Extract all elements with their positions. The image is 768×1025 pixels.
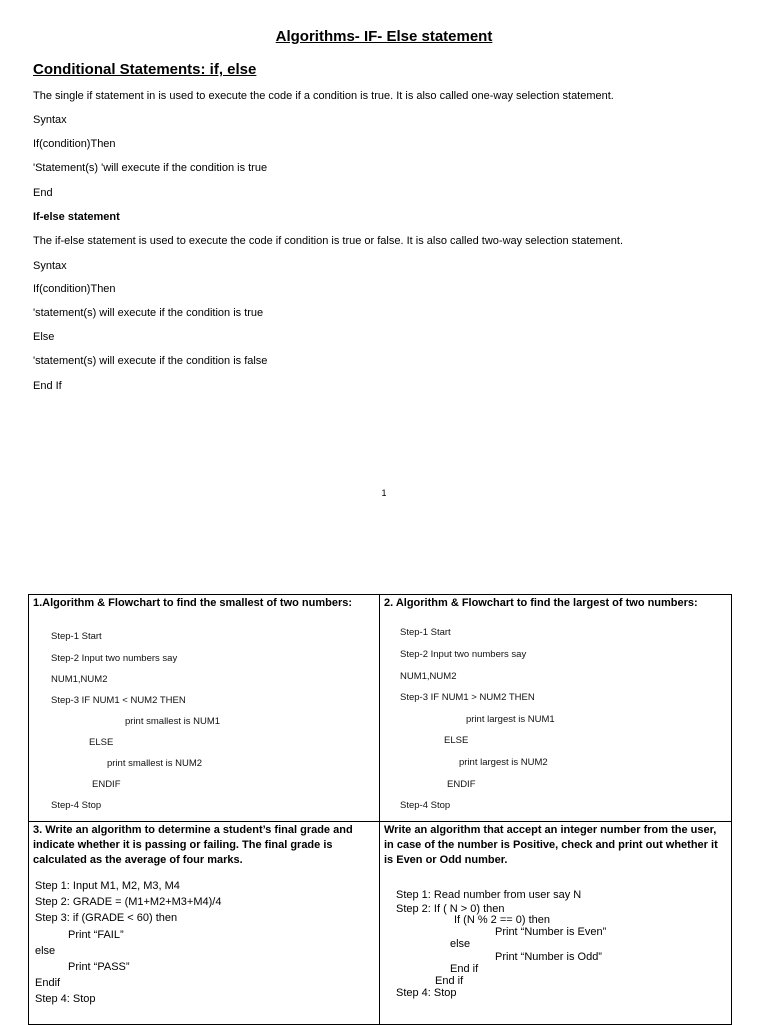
algo-line: Step 2: If ( N > 0) then: [396, 903, 505, 915]
algo-line: else: [35, 945, 56, 957]
algo-line: Print “Number is Odd”: [495, 951, 602, 963]
if-syntax-line-1: If(condition)Then: [33, 138, 116, 150]
cell-title: 3. Write an algorithm to determine a student’s final grade and indicate whether it is passing or failing. The final grade is calculated as the average of four marks.: [33, 824, 353, 866]
ifelse-syntax-line-2: 'statement(s) will execute if the condition is true: [33, 307, 264, 319]
algo-line: If (N % 2 == 0) then: [454, 914, 550, 926]
algo-line: End if: [450, 963, 479, 975]
algo-line: Print “FAIL”: [68, 929, 124, 941]
algo-line: Print “PASS”: [68, 961, 130, 973]
algo-line: Step 2: GRADE = (M1+M2+M3+M4)/4: [35, 896, 222, 908]
ifelse-syntax-label: Syntax: [33, 260, 67, 272]
algo-line: print smallest is NUM1: [125, 716, 221, 727]
algo-line: Step-3 IF NUM1 > NUM2 THEN: [400, 692, 535, 703]
cell-smallest: [29, 595, 380, 822]
algo-line: Print “Number is Even”: [495, 926, 607, 938]
ifelse-syntax-line-1: If(condition)Then: [33, 283, 116, 295]
algo-line: print largest is NUM1: [466, 714, 555, 725]
cell-even-odd: [380, 822, 732, 1025]
algo-line: else: [450, 938, 471, 950]
algo-line: Step-3 IF NUM1 < NUM2 THEN: [51, 695, 186, 706]
algo-line: NUM1,NUM2: [400, 671, 457, 682]
algo-line: Step-1 Start: [51, 631, 102, 642]
algo-line: ELSE: [89, 737, 114, 748]
algo-line: End if: [435, 975, 464, 987]
if-syntax-line-3: End: [33, 187, 53, 199]
cell-title: 2. Algorithm & Flowchart to find the largest of two numbers:: [384, 597, 698, 609]
ifelse-syntax-line-4: 'statement(s) will execute if the condition is false: [33, 355, 268, 367]
algo-line: Step-4 Stop: [51, 800, 102, 811]
cell-final-grade: [29, 822, 380, 1025]
algo-line: print smallest is NUM2: [107, 758, 203, 769]
algo-line: Step-4 Stop: [400, 800, 451, 811]
algo-line: ELSE: [444, 735, 469, 746]
algo-line: Step 1: Input M1, M2, M3, M4: [35, 880, 180, 892]
if-syntax-label: Syntax: [33, 114, 67, 126]
algo-line: Step 4: Stop: [35, 993, 96, 1005]
ifelse-syntax-line-5: End If: [33, 380, 62, 392]
algorithm-table: [28, 594, 732, 1025]
ifelse-heading: If-else statement: [33, 211, 120, 223]
algo-line: Step-2 Input two numbers say: [51, 653, 178, 664]
algo-line: ENDIF: [92, 779, 121, 790]
cell-title: 1.Algorithm & Flowchart to find the smallest of two numbers:: [33, 597, 353, 609]
algo-line: Endif: [35, 977, 61, 989]
algo-line: ENDIF: [447, 779, 476, 790]
document-title: Algorithms- IF- Else statement: [275, 28, 493, 45]
algo-line: NUM1,NUM2: [51, 674, 108, 685]
algo-line: Step 1: Read number from user say N: [396, 889, 582, 901]
ifelse-intro-paragraph: The if-else statement is used to execute the code if condition is true or false. It is also called two-way selection statement.: [33, 235, 624, 247]
algo-line: Step 3: if (GRADE < 60) then: [35, 912, 178, 924]
algo-line: print largest is NUM2: [459, 757, 548, 768]
section-heading: Conditional Statements: if, else: [33, 61, 257, 78]
page-number: 1: [381, 488, 387, 498]
intro-paragraph: The single if statement in is used to execute the code if a condition is true. It is also called one-way selection statement.: [33, 90, 614, 102]
algo-line: Step 4: Stop: [396, 987, 457, 999]
algo-line: Step-2 Input two numbers say: [400, 649, 527, 660]
if-syntax-line-2: 'Statement(s) 'will execute if the condition is true: [33, 162, 268, 174]
cell-title: Write an algorithm that accept an integer number from the user, in case of the number is Positive, check and print out whether it is Even or Odd number.: [384, 824, 718, 866]
ifelse-syntax-line-3: Else: [33, 331, 55, 343]
algo-line: Step-1 Start: [400, 627, 451, 638]
cell-largest: [380, 595, 732, 822]
